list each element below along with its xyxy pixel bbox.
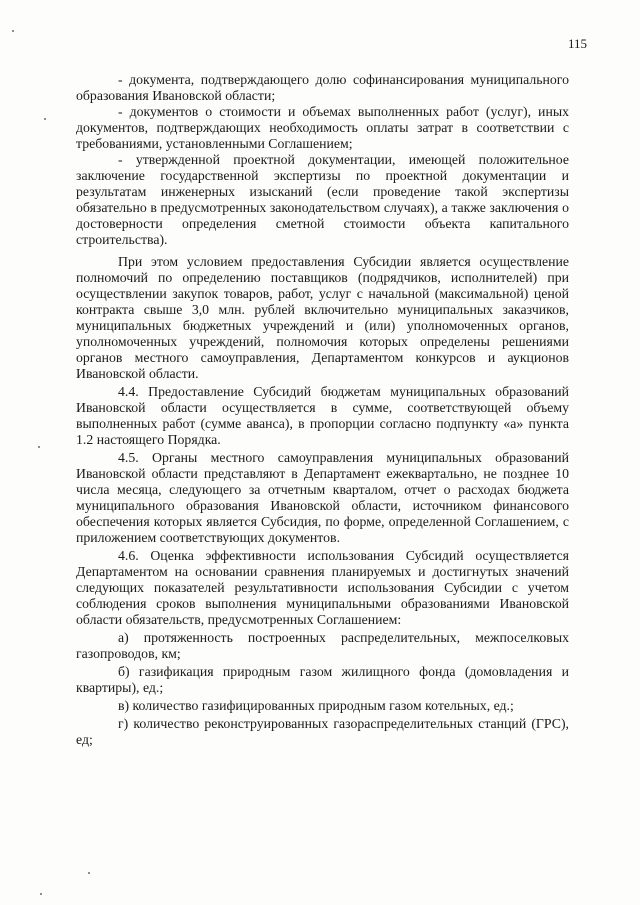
paragraph-4-4: 4.4. Предоставление Субсидий бюджетам муниципальных образований Ивановской области осуществляется в сумме, соответствующей объему выполненных работ (сумме аванса), в пропорции согласно подпункту «а» пункта 1.2 настоящего Порядка. (76, 384, 569, 447)
indicator-item-a: а) протяженность построенных распределительных, межпоселковых газопроводов, км; (76, 630, 569, 661)
paragraph-subsidy-condition: При этом условием предоставления Субсидии является осуществление полномочий по определению поставщиков (подрядчиков, исполнителей) при осуществлении закупок товаров, работ, услуг с начальной (максимальной) ценой контракта свыше 3,0 млн. рублей включительно муниципальных заказчиков, муниципальных бюджетных учреждений и (или) уполномоченных органов, уполномоченных учреждений, полномочия которых определены решениями органов местного самоуправления, Департаментом конкурсов и аукционов Ивановской области. (76, 254, 569, 381)
scan-speck (40, 893, 42, 895)
list-item-project-documentation: - утвержденной проектной документации, имеющей положительное заключение государственной экспертизы по проектной документации и результатам инженерных изысканий (если проведение такой экспертизы обязательно в предусмотренных законодательством случаях), а также заключения о достоверности определения сметной стоимости объекта капитального строительства). (76, 152, 569, 247)
paragraph-4-6: 4.6. Оценка эффективности использования Субсидий осуществляется Департаментом на основании сравнения планируемых и достигнутых значений следующих показателей результативности использования Субсидии с учетом соблюдения сроков выполнения муниципальными образованиями Ивановской области обязательств, предусмотренных Соглашением: (76, 548, 569, 627)
indicator-item-b: б) газификация природным газом жилищного фонда (домовладения и квартиры), ед.; (76, 664, 569, 695)
list-item-cost-documents: - документов о стоимости и объемах выполненных работ (услуг), иных документов, подтверждающих необходимость оплаты затрат в соответствии с требованиями, установленными Соглашением; (76, 104, 569, 151)
scan-speck (88, 872, 90, 874)
page-number: 115 (567, 36, 587, 51)
scan-speck (38, 446, 40, 448)
indicator-item-c: в) количество газифицированных природным газом котельных, ед.; (118, 698, 514, 713)
scan-speck (44, 118, 46, 120)
document-body (76, 72, 569, 748)
paragraph-4-5: 4.5. Органы местного самоуправления муниципальных образований Ивановской области представляют в Департамент ежеквартально, не позднее 10 числа месяца, следующего за отчетным кварталом, отчет о расходах бюджета муниципального образования Ивановской области, источником финансового обеспечения которых является Субсидия, по форме, определенной Соглашением, с приложением соответствующих документов. (76, 450, 569, 545)
list-item-cofinancing-document: - документа, подтверждающего долю софинансирования муниципального образования Ивановской области; (76, 72, 569, 103)
indicator-item-d: г) количество реконструированных газораспределительных станций (ГРС), ед; (76, 716, 569, 747)
scan-speck (12, 30, 14, 32)
